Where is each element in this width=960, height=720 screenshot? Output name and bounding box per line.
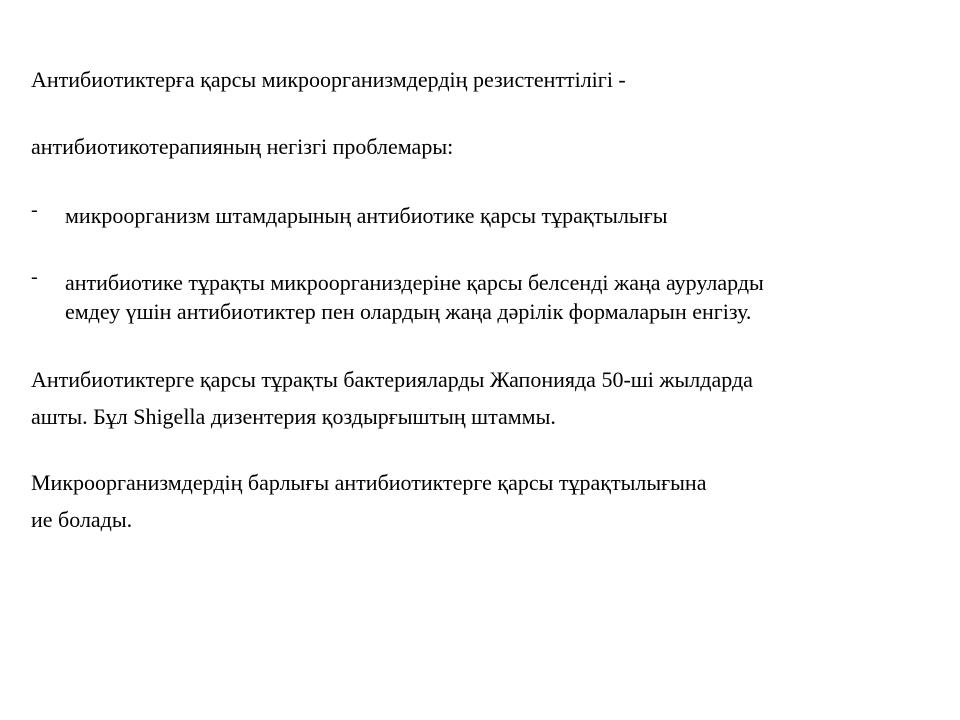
- bullet-text: микроорганизм штамдарының антибиотике қарсы тұрақтылығы: [65, 203, 668, 228]
- paragraph-3-line-2: ие болады.: [31, 507, 133, 532]
- paragraph-2-line-1: Антибиотиктерге қарсы тұрақты бактерияларды Жапонияда 50-ші жылдарда: [31, 367, 753, 392]
- paragraph-2-line-2: ашты. Бұл Shigella дизентерия қоздырғыштың штаммы.: [31, 404, 556, 429]
- bullet-text-line-1: антибиотике тұрақты микроорганиздеріне қарсы белсенді жаңа ауруларды: [65, 270, 764, 295]
- intro-line-2: антибиотикотерапияның негізгі проблемары:: [31, 134, 454, 159]
- bullet-marker: -: [31, 199, 38, 221]
- bullet-text-line-2: емдеу үшін антибиотиктер пен олардың жаңа дәрілік формаларын енгізу.: [65, 299, 752, 324]
- bullet-marker: -: [31, 266, 38, 288]
- intro-line-1: Антибиотиктерға қарсы микроорганизмдердің резистенттілігі -: [31, 67, 626, 92]
- paragraph-3-line-1: Микроорганизмдердің барлығы антибиотиктерге қарсы тұрақтылығына: [31, 470, 707, 495]
